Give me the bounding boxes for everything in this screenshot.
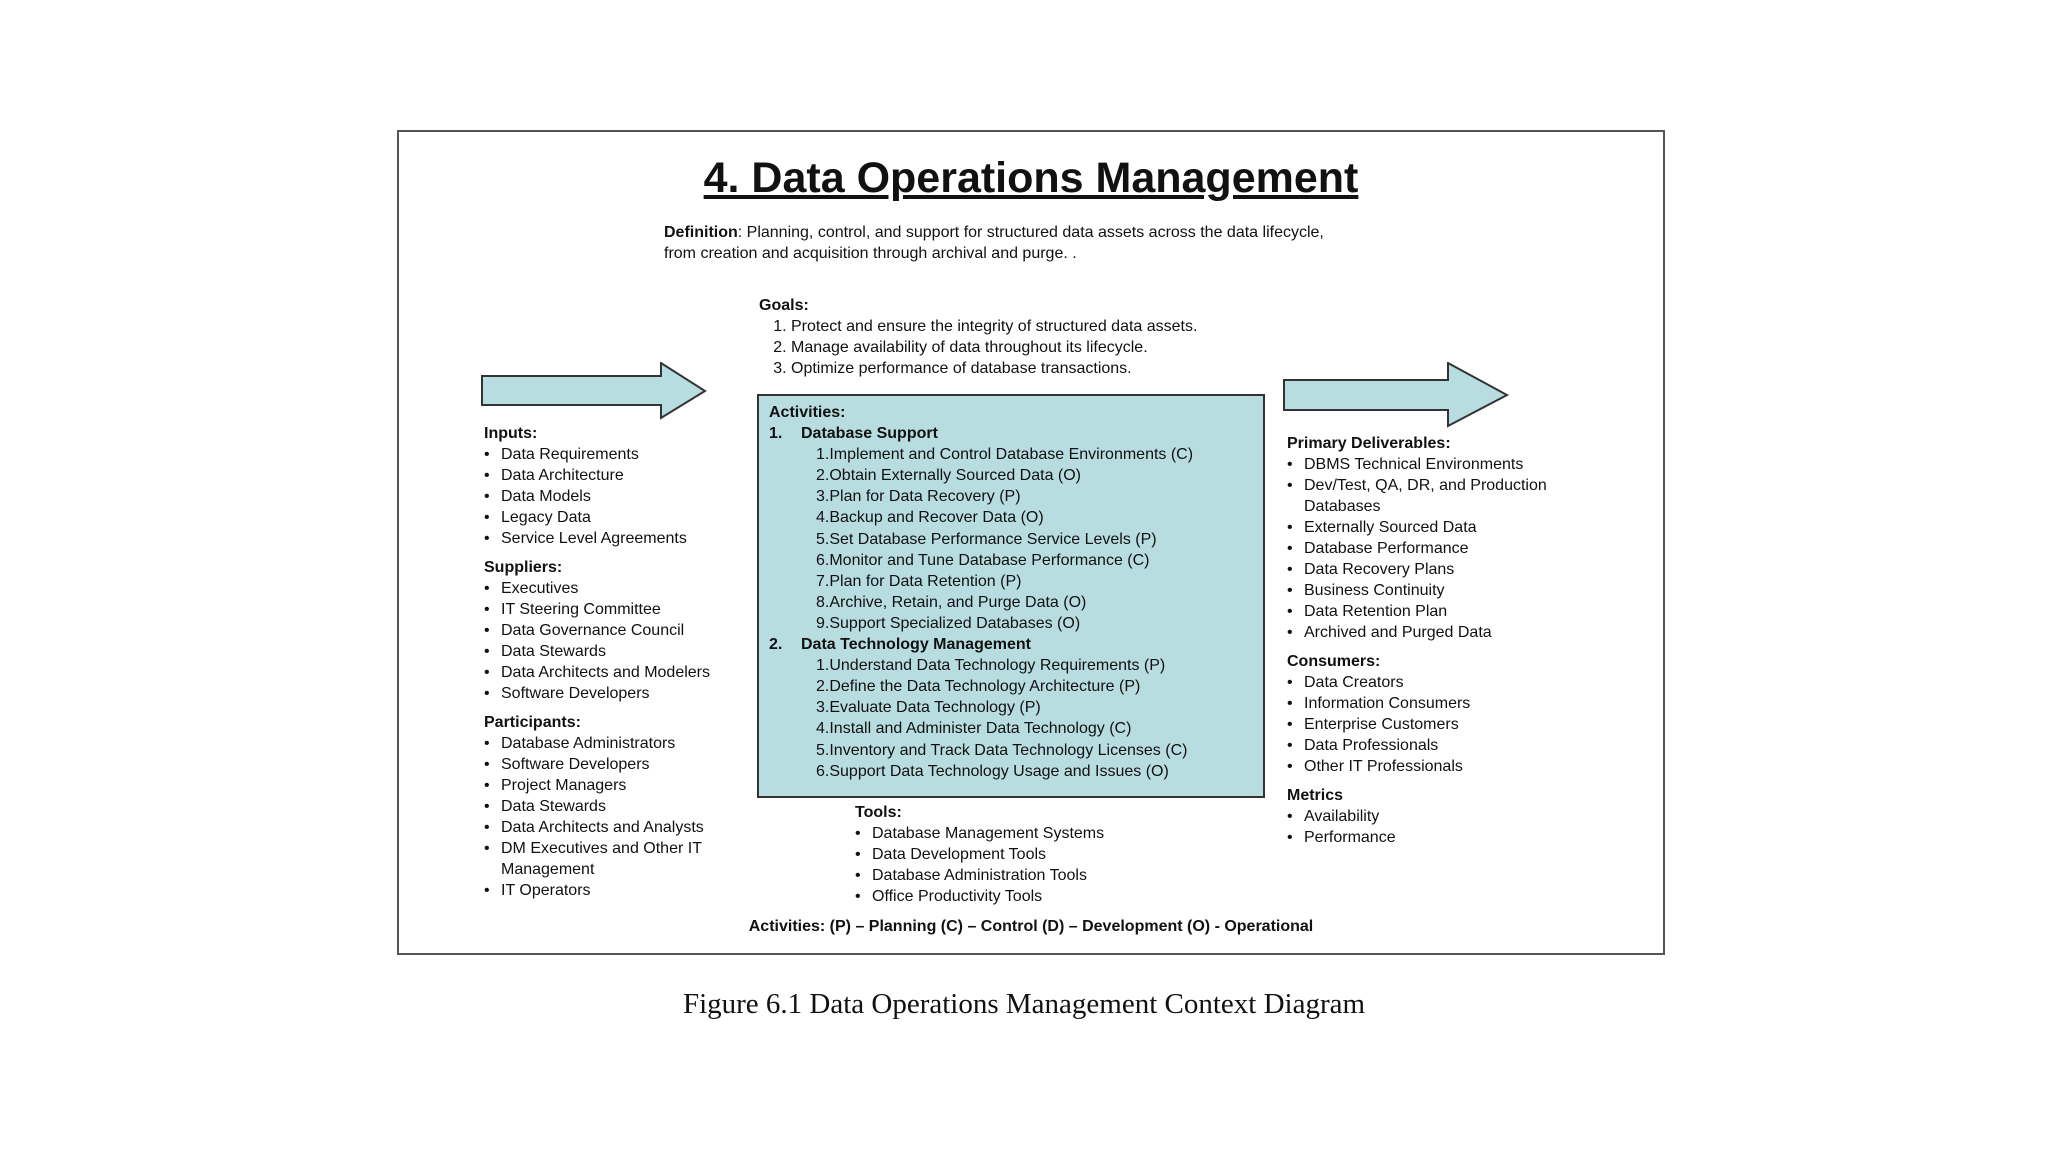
list-item: • Data Recovery Plans <box>1287 559 1617 580</box>
tools-section <box>855 802 1175 907</box>
list-item: • Legacy Data <box>484 507 754 528</box>
figure-caption: Figure 6.1 Data Operations Management Context Diagram <box>682 988 1366 1020</box>
goals-section <box>759 295 1319 379</box>
list-item: • DBMS Technical Environments <box>1287 454 1617 475</box>
activity-group-items <box>816 444 1253 634</box>
list-item: • Performance <box>1287 827 1617 848</box>
inputs-list <box>484 444 754 549</box>
list-item: • IT Operators <box>484 880 754 901</box>
list-item: • Data Retention Plan <box>1287 601 1617 622</box>
activity-group-title <box>769 634 1253 655</box>
list-item: • Office Productivity Tools <box>855 886 1175 907</box>
list-item: • Software Developers <box>484 754 754 775</box>
list-item: • Other IT Professionals <box>1287 756 1617 777</box>
activity-item: 6.Monitor and Tune Database Performance (C) <box>816 551 1150 569</box>
list-item: • Data Requirements <box>484 444 754 465</box>
list-item: • Externally Sourced Data <box>1287 517 1617 538</box>
inputs-label: Inputs: <box>484 425 538 442</box>
list-item: • Data Architects and Modelers <box>484 662 754 683</box>
suppliers-list <box>484 578 754 704</box>
list-item: • Project Managers <box>484 775 754 796</box>
list-item: • Data Models <box>484 486 754 507</box>
list-item: • Data Professionals <box>1287 735 1617 756</box>
goals-label: Goals: <box>759 297 809 314</box>
list-item: • Business Continuity <box>1287 580 1617 601</box>
activity-item: 1.Implement and Control Database Environments (C) <box>816 446 1194 464</box>
activity-group-name: Data Technology Management <box>801 636 1031 654</box>
activity-item: 9.Support Specialized Databases (O) <box>816 614 1081 632</box>
list-item: • Software Developers <box>484 683 754 704</box>
activity-item: 5.Inventory and Track Data Technology Licenses (C) <box>816 741 1188 759</box>
activity-group-title <box>769 423 1253 444</box>
activity-item: 1.Understand Data Technology Requirements (P) <box>816 657 1166 675</box>
list-item: • Data Architecture <box>484 465 754 486</box>
list-item: • DM Executives and Other IT Management <box>484 838 754 880</box>
activity-item: 4.Install and Administer Data Technology (C) <box>816 720 1132 738</box>
list-item: • Database Performance <box>1287 538 1617 559</box>
goal-item: 1. Protect and ensure the integrity of structured data assets. <box>791 316 1319 337</box>
list-item: • Availability <box>1287 806 1617 827</box>
activities-label: Activities: <box>769 404 846 421</box>
deliverables-list <box>1287 454 1617 643</box>
right-column <box>1287 433 1617 848</box>
activity-group-items <box>816 655 1253 782</box>
activity-group-number: 2. <box>769 636 783 654</box>
list-item: • Enterprise Customers <box>1287 714 1617 735</box>
metrics-list <box>1287 806 1617 848</box>
list-item: • Data Governance Council <box>484 620 754 641</box>
activity-group-number: 1. <box>769 425 783 443</box>
activity-group-name: Database Support <box>801 425 938 443</box>
list-item: • Dev/Test, QA, DR, and Production Databases <box>1287 475 1617 517</box>
list-item: • Information Consumers <box>1287 693 1617 714</box>
definition-text: : Planning, control, and support for structured data assets across the data lifecycle, <box>737 224 1324 241</box>
activity-item: 3.Plan for Data Recovery (P) <box>816 488 1021 506</box>
deliverables-label: Primary Deliverables: <box>1287 435 1451 452</box>
activity-item: 3.Evaluate Data Technology (P) <box>816 699 1041 717</box>
activity-item: 5.Set Database Performance Service Levels (P) <box>816 530 1157 548</box>
activity-item: 2.Obtain Externally Sourced Data (O) <box>816 467 1082 485</box>
left-column <box>484 423 754 901</box>
goal-item: 3. Optimize performance of database transactions. <box>791 358 1319 379</box>
list-item: • Data Stewards <box>484 796 754 817</box>
list-item: • Data Creators <box>1287 672 1617 693</box>
definition-text-2: from creation and acquisition through archival and purge. . <box>664 245 1077 262</box>
tools-label: Tools: <box>855 804 902 821</box>
activity-item: 8.Archive, Retain, and Purge Data (O) <box>816 593 1087 611</box>
activity-item: 6.Support Data Technology Usage and Issues (O) <box>816 762 1169 780</box>
list-item: • Executives <box>484 578 754 599</box>
goals-list <box>759 316 1319 379</box>
activity-item: 2.Define the Data Technology Architecture (P) <box>816 678 1141 696</box>
input-arrow <box>481 362 707 420</box>
definition <box>664 222 1444 264</box>
list-item: • IT Steering Committee <box>484 599 754 620</box>
suppliers-label: Suppliers: <box>484 559 563 576</box>
activities-box <box>757 394 1265 798</box>
list-item: • Archived and Purged Data <box>1287 622 1617 643</box>
list-item: • Database Administrators <box>484 733 754 754</box>
list-item: • Data Stewards <box>484 641 754 662</box>
activities-legend: Activities: (P) – Planning (C) – Control (D) – Development (O) - Operational <box>748 918 1314 935</box>
diagram-title: 4. Data Operations Management <box>703 154 1359 202</box>
list-item: • Database Administration Tools <box>855 865 1175 886</box>
output-arrow <box>1283 362 1509 428</box>
participants-list <box>484 733 754 901</box>
list-item: • Database Management Systems <box>855 823 1175 844</box>
consumers-list <box>1287 672 1617 777</box>
activity-item: 7.Plan for Data Retention (P) <box>816 572 1022 590</box>
participants-label: Participants: <box>484 714 581 731</box>
list-item: • Data Architects and Analysts <box>484 817 754 838</box>
metrics-label: Metrics <box>1287 787 1344 804</box>
goal-item: 2. Manage availability of data throughout its lifecycle. <box>791 337 1319 358</box>
definition-label: Definition <box>664 224 738 241</box>
diagram-frame <box>397 130 1665 955</box>
list-item: • Service Level Agreements <box>484 528 754 549</box>
activity-item: 4.Backup and Recover Data (O) <box>816 509 1044 527</box>
list-item: • Data Development Tools <box>855 844 1175 865</box>
tools-list <box>855 823 1175 907</box>
consumers-label: Consumers: <box>1287 653 1381 670</box>
